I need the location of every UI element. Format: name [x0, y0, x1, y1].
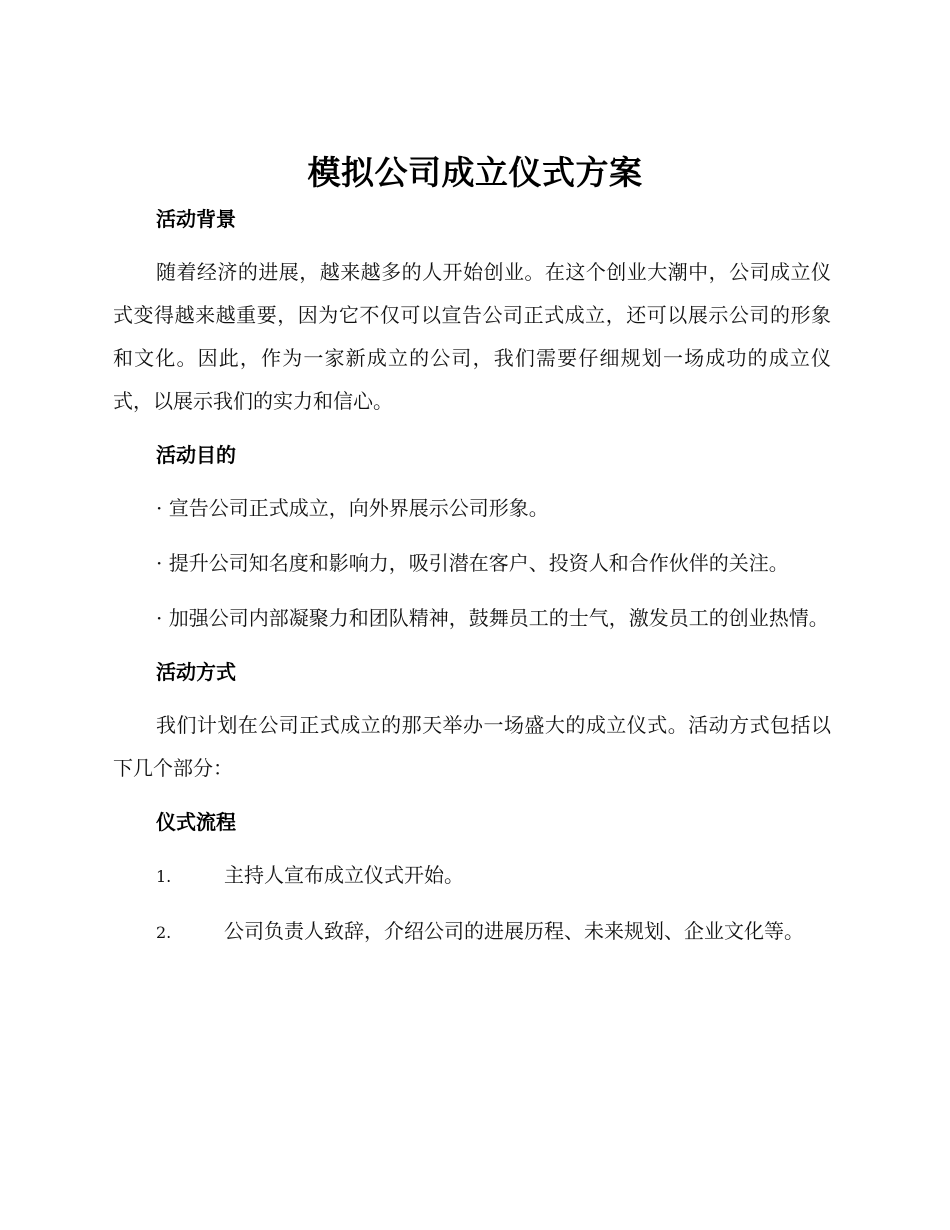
purpose-bullet-1: · 宣告公司正式成立，向外界展示公司形象。	[156, 496, 549, 520]
process-item-2	[113, 910, 831, 954]
process-item-1	[113, 854, 831, 898]
spacer	[113, 693, 831, 704]
spacer	[113, 585, 831, 597]
background-paragraph: 随着经济的进展，越来越多的人开始创业。在这个创业大潮中，公司成立仪式变得越来越重要，因为它不仅可以宣告公司正式成立，还可以展示公司的形象和文化。因此，作为一家新成立的公司，我们需要仔细规划一场成功的成立仪式，以展示我们的实力和信心。	[113, 260, 831, 413]
spacer	[113, 843, 831, 854]
section-heading-purpose: 活动目的	[156, 443, 236, 467]
spacer	[113, 476, 831, 487]
document-body	[113, 198, 831, 954]
spacer	[113, 640, 831, 651]
spacer	[113, 530, 831, 542]
process-item-text: 公司负责人致辞，介绍公司的进展历程、未来规划、企业文化等。	[224, 919, 804, 943]
section-heading-background: 活动背景	[156, 207, 236, 231]
process-item-number: 1.	[156, 867, 172, 886]
spacer	[113, 898, 831, 910]
document-title: 模拟公司成立仪式方案	[307, 153, 643, 192]
spacer	[113, 423, 831, 434]
process-item-number: 2.	[156, 923, 172, 942]
purpose-bullet-3: · 加强公司内部凝聚力和团队精神，鼓舞员工的士气，激发员工的创业热情。	[156, 606, 829, 630]
section-heading-process: 仪式流程	[156, 810, 236, 834]
spacer	[113, 240, 831, 251]
purpose-bullet-2: · 提升公司知名度和影响力，吸引潜在客户、投资人和合作伙伴的关注。	[156, 551, 789, 575]
method-paragraph: 我们计划在公司正式成立的那天举办一场盛大的成立仪式。活动方式包括以下几个部分：	[113, 713, 831, 780]
process-item-text: 主持人宣布成立仪式开始。	[224, 863, 464, 887]
spacer	[113, 790, 831, 801]
section-heading-method: 活动方式	[156, 660, 236, 684]
